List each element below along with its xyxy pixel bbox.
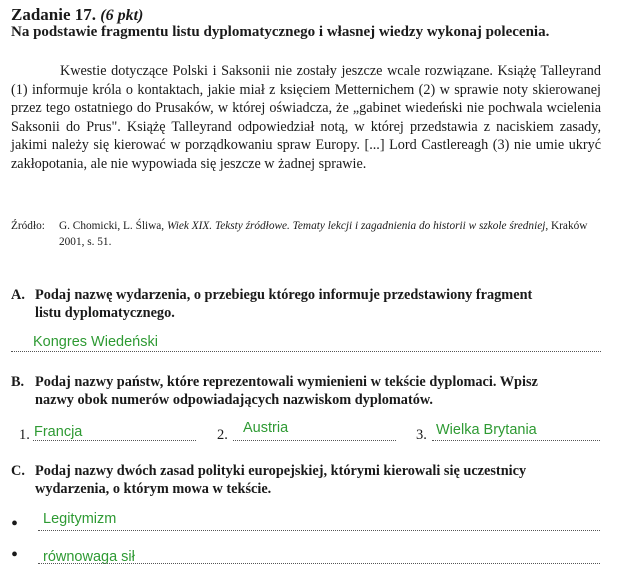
answer-c2[interactable]: równowaga sił [43, 549, 135, 565]
answer-b2-line [233, 440, 396, 441]
source-publisher: , Kraków 2001, s. 51. [59, 220, 588, 249]
source-authors: G. Chomicki, L. Śliwa, [59, 220, 165, 232]
question-a-letter: A. [11, 287, 25, 303]
task-points: (6 pkt) [100, 7, 144, 24]
question-b [11, 374, 603, 409]
question-c-letter: C. [11, 463, 25, 479]
question-c-line2: wydarzenia, o którym mowa w tekście. [35, 480, 272, 497]
source-citation [11, 218, 603, 251]
answer-c1[interactable]: Legitymizm [43, 511, 117, 527]
task-title [11, 5, 143, 25]
question-b-letter: B. [11, 374, 25, 390]
answer-b2[interactable]: Austria [243, 420, 289, 436]
question-a [11, 287, 603, 322]
answer-c2-line [38, 563, 600, 564]
question-c [11, 463, 603, 498]
answer-b3-line [432, 440, 600, 441]
question-b-line2: nazwy obok numerów odpowiadających nazwiskom dyplomatów. [35, 391, 433, 408]
question-a-line2: listu dyplomatycznego. [35, 304, 175, 321]
question-a-line1: Podaj nazwę wydarzenia, o przebiegu którego informuje przedstawiony fragment [35, 287, 533, 303]
bullet-c1: • [11, 513, 19, 535]
source-excerpt: Kwestie dotyczące Polski i Saksonii nie zostały jeszcze wcale rozwiązane. Książę Talleyrand (1) informuje króla o kontaktach, jakie miał z księciem Metternichem (2) w sprawie noty skierowanej przez tego ostatniego do Prusaków, w której oświadcza, że „gabinet wiedeński nie pochwala wcielenia Saksonii do Prus". Książę Talleyrand odpowiedział notą, w której przedstawia z naciskiem zasady, jakimi należy się kierować w porządkowaniu spraw Europy. [...] Lord Castlereagh (3) nie umie ukryć zakłopotania, ale nie wypowiada się jeszcze w żadnej sprawie. [11, 63, 601, 172]
source-title: Wiek XIX. Teksty źródłowe. Tematy lekcji i zagadnienia do historii w szkole średniej [166, 220, 546, 232]
source-label: Źródło: [11, 220, 45, 232]
bullet-c2: • [11, 544, 19, 566]
item-b1-number: 1. [19, 427, 30, 443]
answer-a-line [11, 351, 601, 352]
question-c-line1: Podaj nazwy dwóch zasad polityki europejskiej, którymi kierowali się uczestnicy [35, 463, 527, 479]
task-number: Zadanie 17. [11, 5, 97, 24]
item-b2-number: 2. [217, 427, 228, 443]
task-instruction: Na podstawie fragmentu listu dyplomatycznego i własnej wiedzy wykonaj polecenia. [11, 24, 550, 40]
answer-b1-line [33, 440, 196, 441]
answer-c1-line [38, 530, 600, 531]
answer-a[interactable]: Kongres Wiedeński [33, 334, 158, 350]
item-b3-number: 3. [416, 427, 427, 443]
answer-b3[interactable]: Wielka Brytania [436, 422, 537, 438]
answer-b1[interactable]: Francja [34, 424, 83, 440]
question-b-line1: Podaj nazwy państw, które reprezentowali wymienieni w tekście dyplomaci. Wpisz [35, 374, 538, 390]
